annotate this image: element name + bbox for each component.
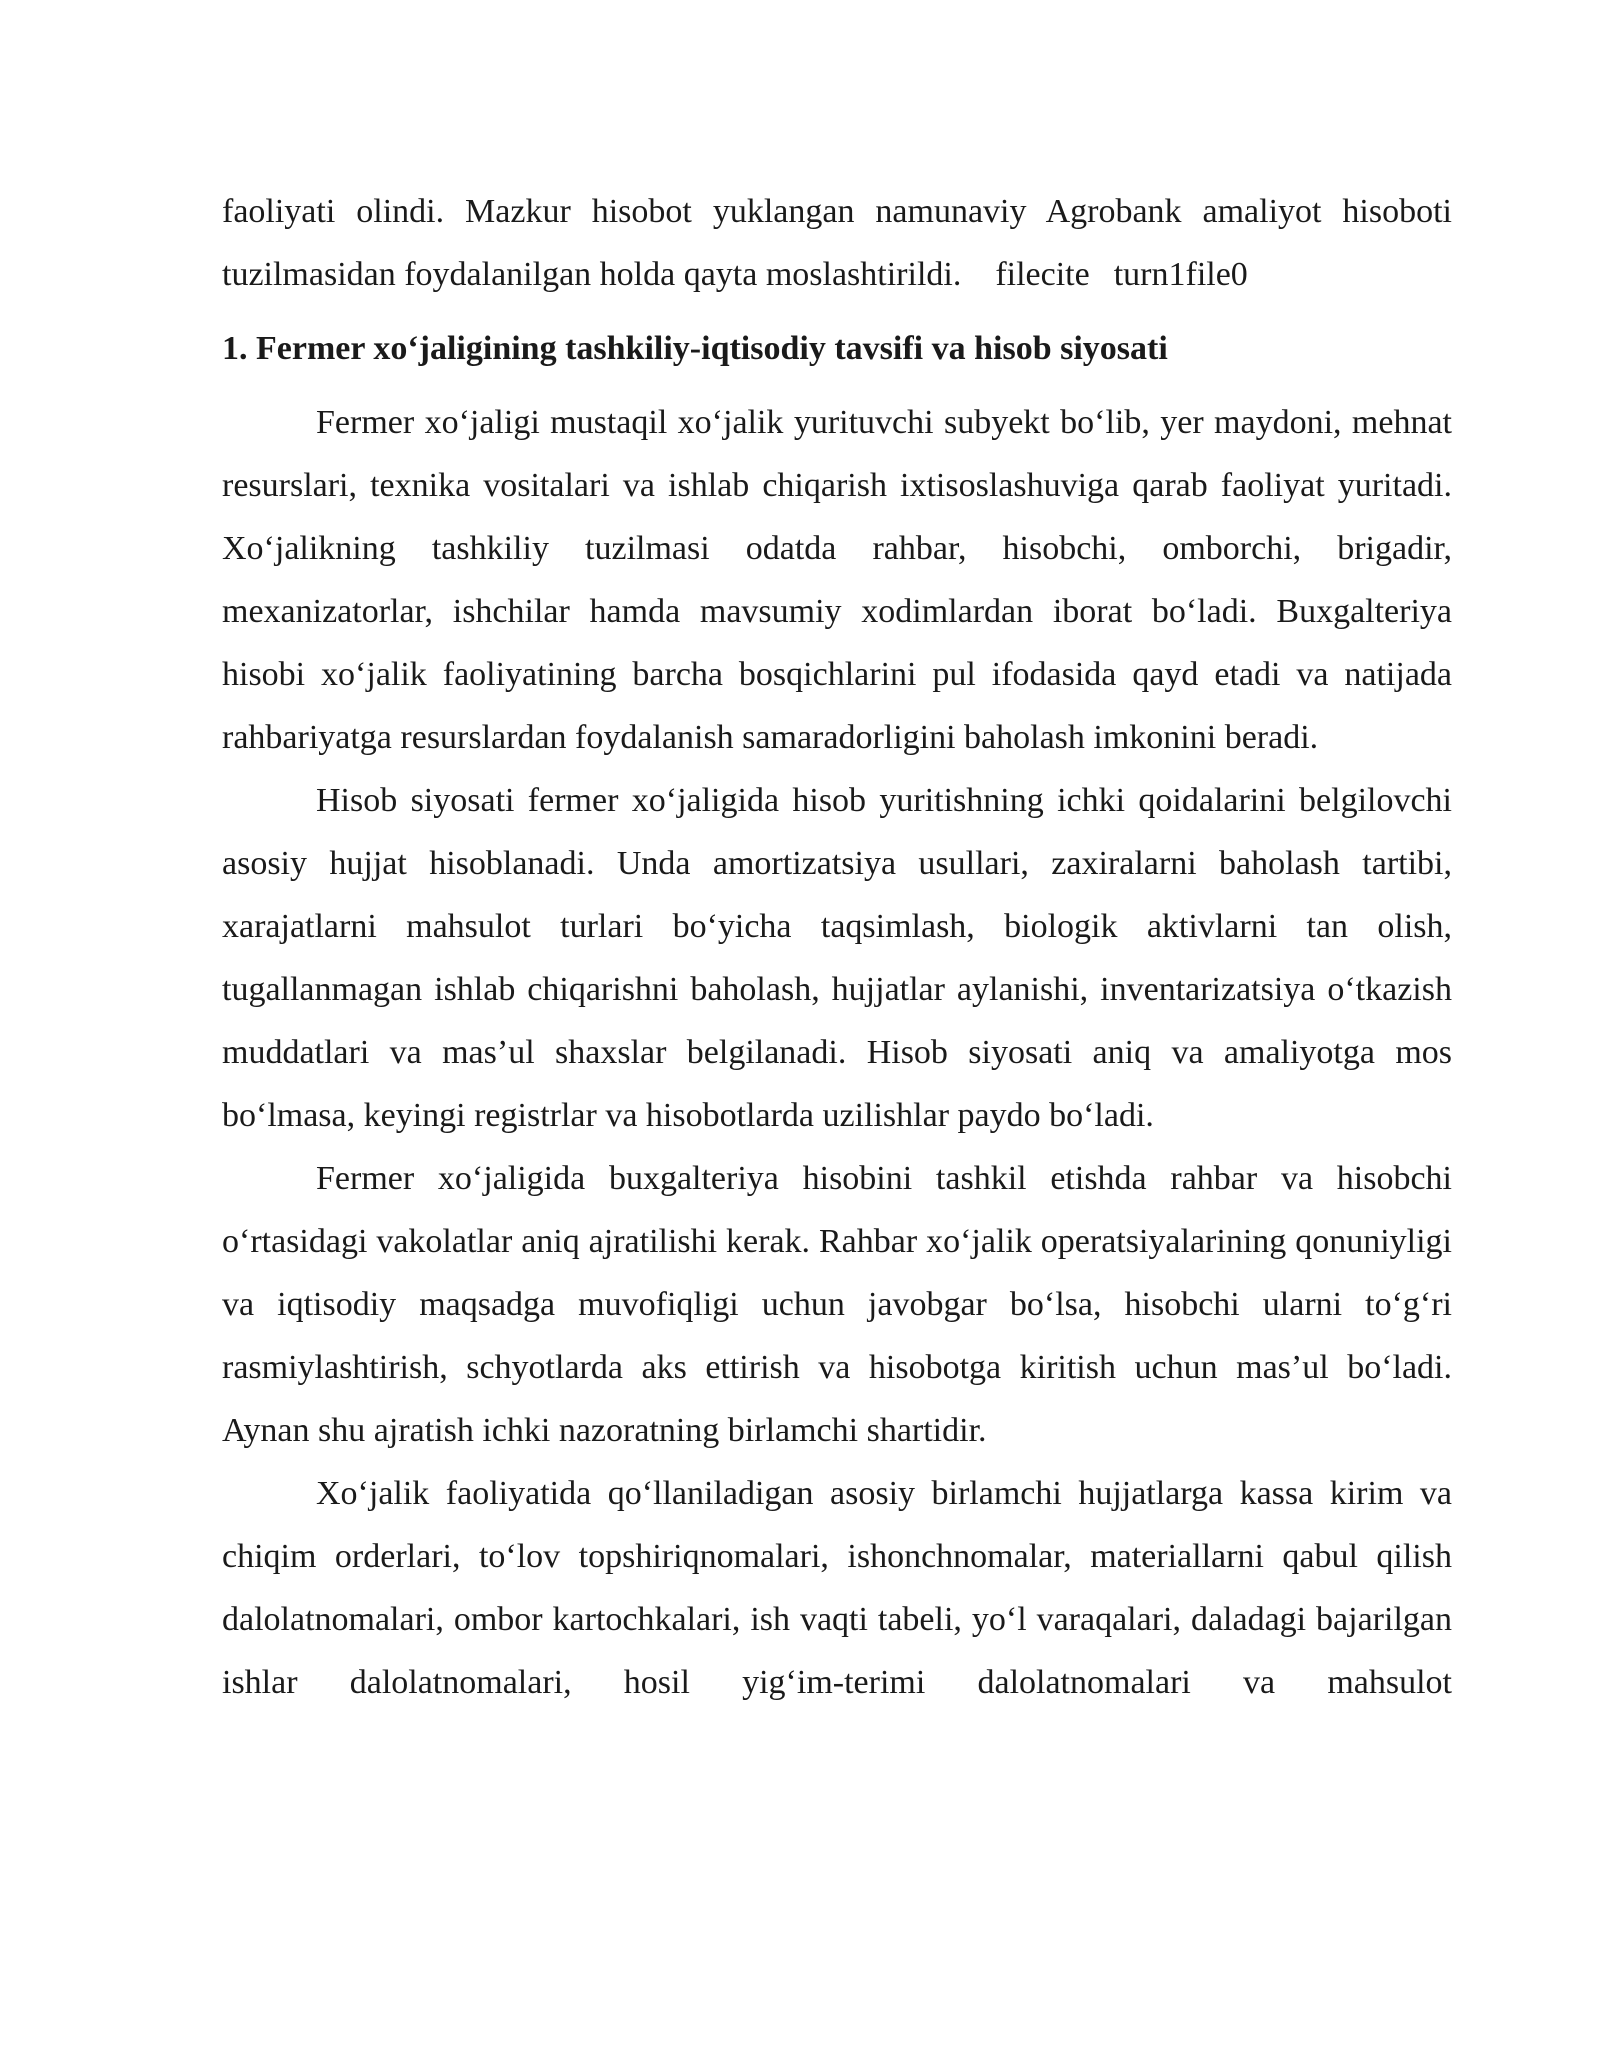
intro-text: faoliyati olindi. Mazkur hisobot yuklangan namunaviy Agrobank amaliyot hisoboti tuzilmasidan foydalanilgan holda qayta moslashtirildi. (222, 193, 1452, 293)
section-heading: 1. Fermer xo‘jaligining tashkiliy-iqtisodiy tavsifi va hisob siyosati (222, 330, 1168, 367)
citation-marker: filecite (995, 256, 1090, 293)
body-paragraph-2: Hisob siyosati fermer xo‘jaligida hisob yuritishning ichki qoidalarini belgilovchi asosiy hujjat hisoblanadi. Unda amortizatsiya usullari, zaxiralarni baholash tartibi, xarajatlarni mahsulot turlari bo‘yicha taqsimlash, biologik aktivlarni tan olish, tugallanmagan ishlab chiqarishni baholash, hujjatlar aylanishi, inventarizatsiya o‘tkazish muddatlari va mas’ul shaxslar belgilanadi. Hisob siyosati aniq va amaliyotga mos bo‘lmasa, keyingi registrlar va hisobotlarda uzilishlar paydo bo‘ladi. (222, 782, 1452, 1134)
file-citation (995, 256, 1247, 293)
body-paragraph-3: Fermer xo‘jaligida buxgalteriya hisobini tashkil etishda rahbar va hisobchi o‘rtasidagi vakolatlar aniq ajratilishi kerak. Rahbar xo‘jalik operatsiyalarining qonuniyligi va iqtisodiy maqsadga muvofiqligi uchun javobgar bo‘lsa, hisobchi ularni to‘g‘ri rasmiylashtirish, schyotlarda aks ettirish va hisobotga kiritish uchun mas’ul bo‘ladi. Aynan shu ajratish ichki nazoratning birlamchi shartidir. (222, 1160, 1452, 1449)
document-page (222, 180, 1452, 1714)
citation-reference: turn1file0 (1113, 256, 1248, 293)
body-paragraph-1: Fermer xo‘jaligi mustaqil xo‘jalik yurituvchi subyekt bo‘lib, yer maydoni, mehnat resurslari, texnika vositalari va ishlab chiqarish ixtisoslashuviga qarab faoliyat yuritadi. Xo‘jalikning tashkiliy tuzilmasi odatda rahbar, hisobchi, omborchi, brigadir, mexanizatorlar, ishchilar hamda mavsumiy xodimlardan iborat bo‘ladi. Buxgalteriya hisobi xo‘jalik faoliyatining barcha bosqichlarini pul ifodasida qayd etadi va natijada rahbariyatga resurslardan foydalanish samaradorligini baholash imkonini beradi. (222, 404, 1452, 756)
intro-paragraph (222, 180, 1452, 306)
body-paragraph-4: Xo‘jalik faoliyatida qo‘llaniladigan asosiy birlamchi hujjatlarga kassa kirim va chiqim orderlari, to‘lov topshiriqnomalari, ishonchnomalar, materiallarni qabul qilish dalolatnomalari, ombor kartochkalari, ish vaqti tabeli, yo‘l varaqalari, daladagi bajarilgan ishlar dalolatnomalari, hosil yig‘im-terimi dalolatnomalari va mahsulot (222, 1475, 1452, 1701)
